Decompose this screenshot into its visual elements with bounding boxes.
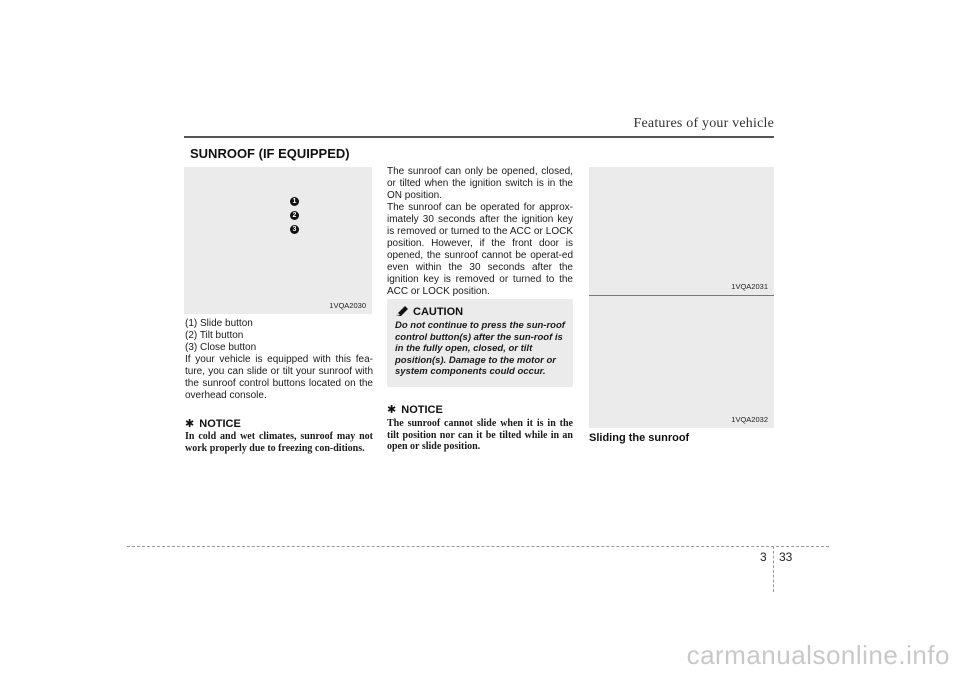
figure-sunroof-buttons	[184, 167, 372, 314]
watermark: carmanualsonline.info	[686, 640, 950, 670]
pencil-icon	[395, 305, 409, 317]
figure-id: 1VQA2031	[731, 282, 768, 291]
marker-1: 1	[290, 197, 299, 206]
notice-label: NOTICE	[199, 418, 241, 430]
figure-sunroof-top	[589, 167, 774, 295]
caution-body: Do not continue to press the sun-roof control button(s) after the sun-roof is in the fully open, closed, or tilt position(s). Damage to the motor or system components could occur.	[395, 320, 565, 378]
notice-body: In cold and wet climates, sunroof may not work properly due to freezing con-ditions.	[185, 431, 373, 454]
figure-id: 1VQA2032	[731, 415, 768, 424]
footer-divider	[773, 546, 774, 592]
chapter-number: 3	[760, 550, 767, 564]
list-item: (1) Slide button	[185, 318, 253, 329]
column-2-text	[387, 166, 573, 298]
notice-icon: ✱	[387, 404, 397, 416]
header-title: Features of your vehicle	[633, 116, 774, 131]
marker-3: 3	[290, 225, 299, 234]
notice-title-2	[387, 403, 443, 416]
notice-icon: ✱	[185, 418, 195, 430]
paragraph: The sunroof can be operated for approx-imately 30 seconds after the ignition key is removed or turned to the ACC or LOCK position. However, if the front door is opened, the sunroof cannot be operat-ed even within the 30 seconds after the ignition key is removed or turned to the ACC or LOCK position.	[387, 202, 573, 297]
header-rule	[184, 136, 774, 138]
notice-body-2: The sunroof cannot slide when it is in the tilt position nor can it be tilted while in an open or slide position.	[387, 418, 573, 452]
figure-sunroof-bottom	[589, 296, 774, 428]
caution-title: CAUTION	[413, 306, 464, 318]
notice-title	[185, 417, 241, 430]
intro-paragraph: If your vehicle is equipped with this fea-ture, you can slide or tilt your sunroof with the sunroof control buttons located on the overhead console.	[185, 354, 373, 401]
figure-id: 1VQA2030	[329, 301, 366, 310]
section-heading: SUNROOF (IF EQUIPPED)	[190, 146, 350, 161]
marker-2: 2	[290, 211, 299, 220]
footer-rule	[127, 546, 829, 547]
paragraph: The sunroof can only be opened, closed, or tilted when the ignition switch is in the ON position.	[387, 166, 573, 201]
list-item: (2) Tilt button	[185, 330, 244, 341]
page-number: 33	[779, 550, 793, 564]
button-list	[185, 318, 373, 402]
caution-box	[387, 299, 573, 387]
subheading-sliding: Sliding the sunroof	[589, 432, 690, 444]
list-item: (3) Close button	[185, 342, 257, 353]
notice-label: NOTICE	[401, 404, 443, 416]
